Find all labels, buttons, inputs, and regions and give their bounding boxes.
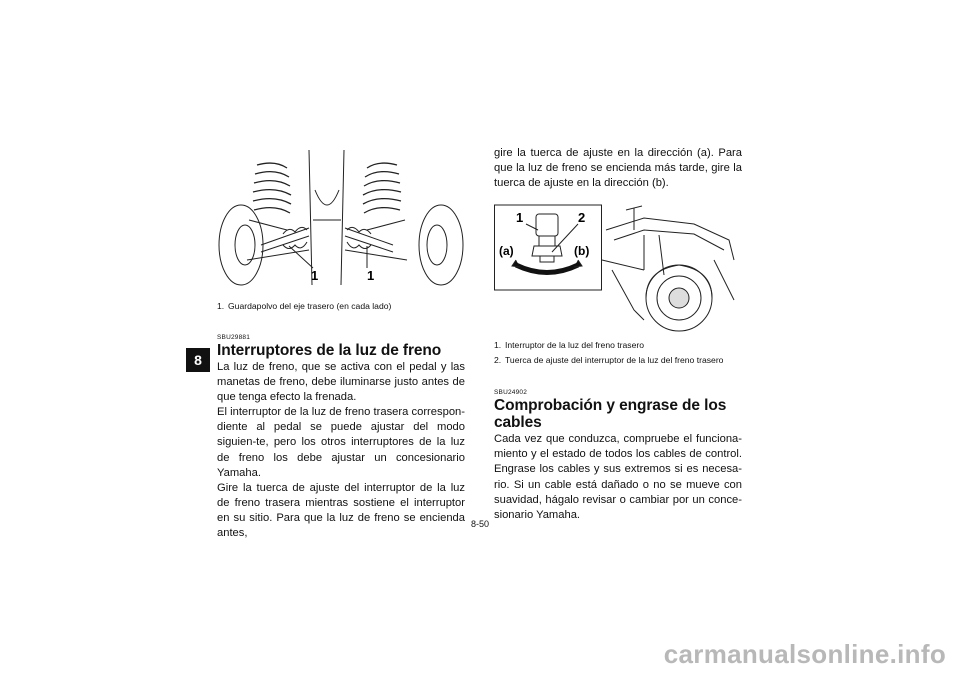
- paragraph: El interruptor de la luz de freno trasera correspon-diente al pedal se puede ajustar del modo siguien-te, pero los otros interruptores de la luz de freno los debe ajustar un concesionario Yamaha.: [217, 406, 465, 479]
- watermark: carmanualsonline.info: [663, 639, 946, 669]
- label-2: 2: [578, 210, 586, 226]
- paragraph: La luz de freno, que se activa con el pedal y las manetas de freno, debe iluminarse justo antes de que tenga efecto la frenada.: [217, 361, 465, 404]
- callout-1-right: 1: [367, 268, 375, 283]
- paragraph: gire la tuerca de ajuste en la dirección (a). Para que la luz de freno se encienda más tarde, gire la tuerca de ajuste en la dirección (b).: [494, 147, 742, 190]
- label-b: (b): [574, 244, 590, 259]
- paragraph: Cada vez que conduzca, compruebe el funciona-miento y el estado de todos los cables de control. Engrase los cables y sus extremos si es necesa-rio. Si un cable está dañado o no se mueve con suavidad, hágalo revisar o cambiar por un conce-sionario Yamaha.: [494, 433, 742, 521]
- section-heading: Comprobación y engrase de los cables: [494, 397, 727, 432]
- rear-axle-boot-illustration: [217, 150, 465, 288]
- left-column: [217, 150, 465, 541]
- section-code: SBU24902: [494, 389, 528, 397]
- figure-caption: [494, 354, 742, 367]
- brake-switch-illustration: [494, 200, 742, 335]
- label-a: (a): [499, 244, 514, 259]
- right-column: [494, 146, 742, 523]
- paragraph: Gire la tuerca de ajuste del interruptor de la luz de freno trasera mientras sostiene el interruptor en su sitio. Para que la luz de freno se encienda antes,: [217, 481, 465, 540]
- page-number: 8-50: [470, 519, 489, 529]
- caption-number: 1.: [494, 340, 502, 351]
- section-tab: 8: [186, 348, 210, 372]
- caption-number: 2.: [494, 355, 502, 366]
- section-heading: Interruptores de la luz de freno: [217, 342, 442, 359]
- caption-text: Guardapolvo del eje trasero (en cada lado): [228, 301, 392, 311]
- caption-number: 1.: [217, 301, 225, 311]
- callout-1-left: 1: [311, 268, 319, 283]
- caption-text: Interruptor de la luz del freno trasero: [505, 340, 645, 351]
- caption-text: Tuerca de ajuste del interruptor de la luz del freno trasero: [505, 355, 724, 366]
- figure-caption: [217, 300, 465, 313]
- section-code: SBU29881: [217, 334, 251, 341]
- figure-caption: [494, 339, 742, 352]
- label-1: 1: [516, 210, 524, 226]
